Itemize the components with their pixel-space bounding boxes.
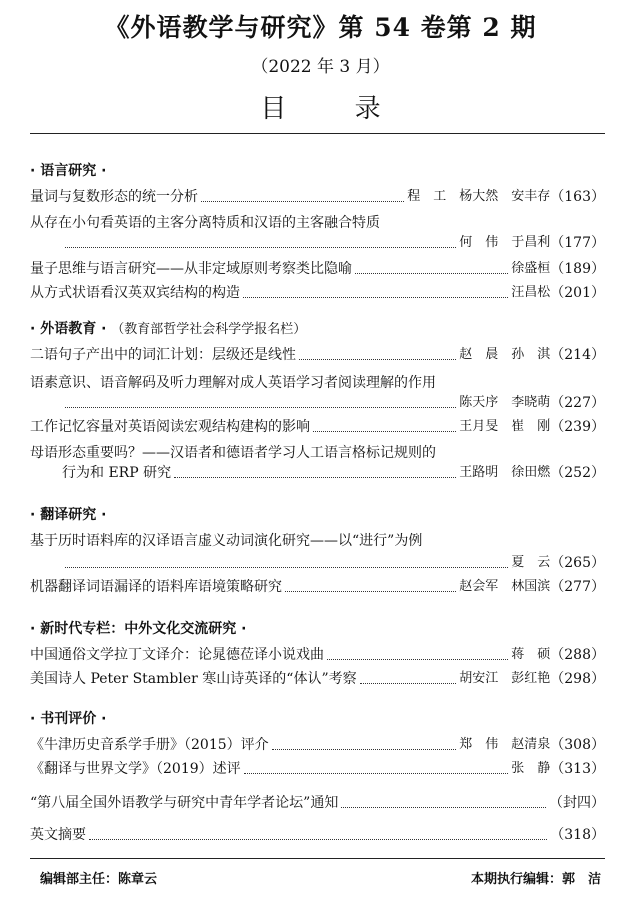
entry-page: （214）	[550, 347, 605, 363]
section-heading-reviews	[30, 708, 106, 728]
entry-page: （308）	[550, 737, 605, 753]
entry-authors: 陈天序 李晓萌	[459, 395, 551, 410]
bottom-divider	[30, 858, 605, 859]
entry-page: （265）	[550, 555, 605, 571]
section-name: · 新时代专栏：中外文化交流研究 ·	[30, 621, 247, 637]
section-heading-new-era	[30, 618, 246, 638]
entry-page: （封四）	[549, 795, 605, 811]
toc-entry[interactable]	[30, 414, 605, 436]
entry-title: 英文摘要	[30, 827, 86, 843]
entry-authors: 王月旻 崔 刚	[459, 419, 551, 434]
entry-title: 《翻译与世界文学》（2019）述评	[30, 761, 241, 777]
toc-entry[interactable]	[30, 756, 605, 778]
entry-page: （318）	[550, 827, 605, 843]
toc-entry[interactable]	[62, 460, 605, 482]
toc-entry[interactable]	[30, 666, 605, 688]
section-name: · 语言研究 ·	[30, 163, 107, 179]
leader-dots	[355, 273, 508, 274]
leader-dots	[299, 359, 456, 360]
entry-page: （277）	[550, 579, 605, 595]
entry-page: （288）	[550, 647, 605, 663]
entry-authors: 赵 晨 孙 淇	[459, 347, 551, 362]
entry-authors: 胡安江 彭红艳	[459, 671, 551, 686]
entry-title: “第八届全国外语教学与研究中青年学者论坛”通知	[30, 795, 339, 811]
toc-entry[interactable]	[30, 732, 605, 754]
entry-page: （201）	[550, 285, 605, 301]
leader-dots	[243, 297, 508, 298]
editor-in-chief: 编辑部主任：陈章云	[40, 872, 158, 887]
toc-entry-notice[interactable]	[30, 790, 605, 812]
entry-title[interactable]: 母语形态重要吗？——汉语者和德语者学习人工语言格标记规则的	[30, 445, 436, 461]
entry-title: 工作记忆容量对英语阅读宏观结构建构的影响	[30, 419, 310, 435]
entry-authors: 何 伟 于昌利	[459, 235, 551, 250]
toc-entry[interactable]	[30, 574, 605, 596]
toc-entry[interactable]	[62, 390, 605, 412]
toc-entry[interactable]	[30, 642, 605, 664]
entry-authors: 汪昌松	[511, 285, 551, 300]
entry-title: 中国通俗文学拉丁文译介：论晁德莅译小说戏曲	[30, 647, 324, 663]
toc-entry-abstracts[interactable]	[30, 822, 605, 844]
leader-dots	[313, 431, 456, 432]
entry-title: 从方式状语看汉英双宾结构的构造	[30, 285, 240, 301]
top-divider	[30, 133, 605, 134]
section-heading-education	[30, 318, 306, 338]
section-heading-translation	[30, 504, 106, 524]
leader-dots	[244, 773, 509, 774]
toc-entry[interactable]	[62, 550, 605, 572]
journal-title: 《外语教学与研究》第 54 卷第 2 期	[104, 13, 537, 42]
entry-authors: 张 静	[511, 761, 551, 776]
entry-title-cont: 行为和 ERP 研究	[62, 465, 172, 481]
contents-heading: 目 录	[260, 94, 411, 124]
leader-dots	[272, 749, 457, 750]
entry-title[interactable]: 从存在小句看英语的主客分离特质和汉语的主客融合特质	[30, 215, 380, 231]
leader-dots	[174, 477, 456, 478]
section-note: （教育部哲学社会科学学报名栏）	[111, 322, 307, 337]
section-name: · 外语教育 ·	[30, 321, 107, 337]
entry-title: 《牛津历史音系学手册》（2015）评介	[30, 737, 269, 753]
entry-title: 量词与复数形态的统一分析	[30, 189, 198, 205]
leader-dots	[327, 659, 508, 660]
leader-dots	[65, 247, 456, 248]
entry-authors: 蒋 硕	[511, 647, 551, 662]
leader-dots	[341, 807, 546, 808]
entry-page: （313）	[550, 761, 605, 777]
executive-editor: 本期执行编辑：郭 洁	[470, 872, 601, 887]
entry-page: （298）	[550, 671, 605, 687]
section-name: · 翻译研究 ·	[30, 507, 107, 523]
toc-entry[interactable]	[30, 342, 605, 364]
leader-dots	[360, 683, 457, 684]
entry-authors: 徐盛桓	[511, 261, 551, 276]
entry-title: 机器翻译词语漏译的语料库语境策略研究	[30, 579, 282, 595]
toc-entry[interactable]	[30, 256, 605, 278]
leader-dots	[65, 407, 456, 408]
leader-dots	[89, 839, 547, 840]
entry-title: 量子思维与语言研究——从非定域原则考察类比隐喻	[30, 261, 352, 277]
entry-page: （177）	[550, 235, 605, 251]
issue-date: （2022 年 3 月）	[251, 57, 390, 77]
entry-authors: 夏 云	[511, 555, 551, 570]
entry-authors: 王路明 徐田燃	[459, 465, 551, 480]
entry-title[interactable]: 语素意识、语音解码及听力理解对成人英语学习者阅读理解的作用	[30, 375, 436, 391]
entry-title: 二语句子产出中的词汇计划：层级还是线性	[30, 347, 296, 363]
entry-page: （239）	[550, 419, 605, 435]
section-name: · 书刊评价 ·	[30, 711, 107, 727]
leader-dots	[201, 201, 404, 202]
entry-page: （227）	[550, 395, 605, 411]
entry-page: （163）	[550, 189, 605, 205]
entry-title[interactable]: 基于历时语料库的汉译语言虚义动词演化研究——以“进行”为例	[30, 533, 423, 549]
toc-entry[interactable]	[30, 184, 605, 206]
toc-entry[interactable]	[30, 280, 605, 302]
entry-authors: 郑 伟 赵清泉	[459, 737, 551, 752]
leader-dots	[65, 567, 508, 568]
entry-page: （189）	[550, 261, 605, 277]
section-heading-linguistics	[30, 160, 106, 180]
leader-dots	[285, 591, 456, 592]
entry-authors: 程 工 杨大然 安丰存	[407, 189, 551, 204]
entry-authors: 赵会军 林国滨	[459, 579, 551, 594]
toc-entry[interactable]	[62, 230, 605, 252]
entry-page: （252）	[550, 465, 605, 481]
entry-title: 美国诗人 Peter Stambler 寒山诗英译的“体认”考察	[30, 671, 357, 687]
